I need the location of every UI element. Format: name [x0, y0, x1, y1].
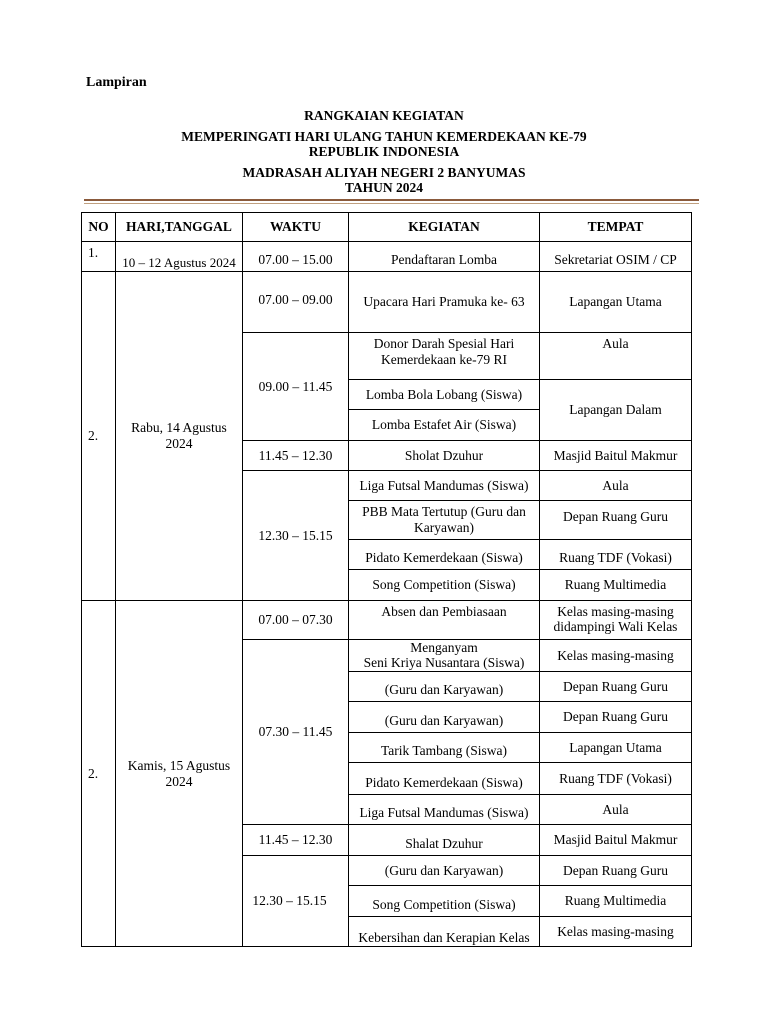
row-activity: (Guru dan Karyawan): [349, 702, 540, 733]
schedule-table: [81, 212, 692, 947]
header-date: HARI,TANGGAL: [116, 213, 243, 242]
row-activity: Shalat Dzuhur: [349, 825, 540, 856]
row-place: Masjid Baitul Makmur: [540, 825, 692, 856]
row-activity: (Guru dan Karyawan): [349, 672, 540, 702]
row-activity: Song Competition (Siswa): [349, 570, 540, 601]
row-place: Ruang TDF (Vokasi): [540, 540, 692, 570]
row-time: 07.00 – 09.00: [243, 272, 349, 333]
row-number: 2.: [82, 601, 116, 947]
row-place: Sekretariat OSIM / CP: [540, 242, 692, 272]
row-place: Ruang TDF (Vokasi): [540, 763, 692, 795]
header-divider: [84, 199, 699, 201]
row-place: Depan Ruang Guru: [540, 501, 692, 540]
header-place: TEMPAT: [540, 213, 692, 242]
row-time: 07.00 – 07.30: [243, 601, 349, 640]
row-place: Depan Ruang Guru: [540, 672, 692, 702]
table-row: [82, 272, 692, 333]
row-number: 2.: [82, 272, 116, 601]
header-no: NO: [82, 213, 116, 242]
row-date: Rabu, 14 Agustus 2024: [116, 272, 243, 601]
row-activity: Upacara Hari Pramuka ke- 63: [349, 272, 540, 333]
header-divider-thin: [84, 203, 699, 204]
row-activity: PBB Mata Tertutup (Guru dan Karyawan): [349, 501, 540, 540]
row-date: 10 – 12 Agustus 2024: [116, 242, 243, 272]
row-activity: Pendaftaran Lomba: [349, 242, 540, 272]
row-activity: Liga Futsal Mandumas (Siswa): [349, 471, 540, 501]
table-row: [82, 601, 692, 640]
row-activity: Kebersihan dan Kerapian Kelas: [349, 917, 540, 947]
row-place: Kelas masing-masing: [540, 917, 692, 947]
row-place: Lapangan Dalam: [540, 380, 692, 441]
document-year: TAHUN 2024: [344, 180, 424, 195]
row-place: Depan Ruang Guru: [540, 702, 692, 733]
row-place: Depan Ruang Guru: [540, 856, 692, 886]
row-activity: Absen dan Pembiasaan: [349, 601, 540, 640]
table-row: [82, 242, 692, 272]
row-time: 11.45 – 12.30: [243, 825, 349, 856]
row-place: Masjid Baitul Makmur: [540, 441, 692, 471]
row-activity: Lomba Estafet Air (Siswa): [349, 410, 540, 441]
table-header-row: [82, 213, 692, 242]
row-activity: Sholat Dzuhur: [349, 441, 540, 471]
row-time: 09.00 – 11.45: [243, 333, 349, 441]
row-place: Aula: [540, 333, 692, 380]
row-number: 1.: [82, 242, 116, 272]
row-activity: [349, 640, 540, 672]
document-subtitle-country: REPUBLIK INDONESIA: [308, 144, 460, 159]
row-place: Aula: [540, 471, 692, 501]
row-time: 12.30 – 15.15: [243, 856, 349, 947]
row-activity: Lomba Bola Lobang (Siswa): [349, 380, 540, 410]
row-place: Kelas masing-masing didampingi Wali Kelas: [540, 601, 692, 640]
row-time: 07.30 – 11.45: [243, 640, 349, 825]
activity-line: Seni Kriya Nusantara (Siswa): [363, 655, 525, 670]
row-time: 12.30 – 15.15: [243, 471, 349, 601]
row-place: Lapangan Utama: [540, 733, 692, 763]
row-place: Lapangan Utama: [540, 272, 692, 333]
row-activity: Liga Futsal Mandumas (Siswa): [349, 795, 540, 825]
row-time: 07.00 – 15.00: [243, 242, 349, 272]
document-title: RANGKAIAN KEGIATAN: [304, 108, 464, 123]
row-activity: Donor Darah Spesial Hari Kemerdekaan ke-79 RI: [349, 333, 540, 380]
document-subtitle: MEMPERINGATI HARI ULANG TAHUN KEMERDEKAAN KE-79: [181, 129, 587, 144]
row-activity: Tarik Tambang (Siswa): [349, 733, 540, 763]
row-place: Ruang Multimedia: [540, 886, 692, 917]
row-time: 11.45 – 12.30: [243, 441, 349, 471]
row-activity: (Guru dan Karyawan): [349, 856, 540, 886]
institution-name: MADRASAH ALIYAH NEGERI 2 BANYUMAS: [242, 165, 526, 180]
row-activity: Pidato Kemerdekaan (Siswa): [349, 763, 540, 795]
activity-line: Menganyam: [410, 640, 478, 655]
row-activity: Pidato Kemerdekaan (Siswa): [349, 540, 540, 570]
header-time: WAKTU: [243, 213, 349, 242]
row-place: Aula: [540, 795, 692, 825]
header-activity: KEGIATAN: [349, 213, 540, 242]
row-activity: Song Competition (Siswa): [349, 886, 540, 917]
lampiran-label: Lampiran: [86, 75, 147, 90]
row-date: Kamis, 15 Agustus 2024: [116, 601, 243, 947]
row-place: Kelas masing-masing: [540, 640, 692, 672]
row-place: Ruang Multimedia: [540, 570, 692, 601]
